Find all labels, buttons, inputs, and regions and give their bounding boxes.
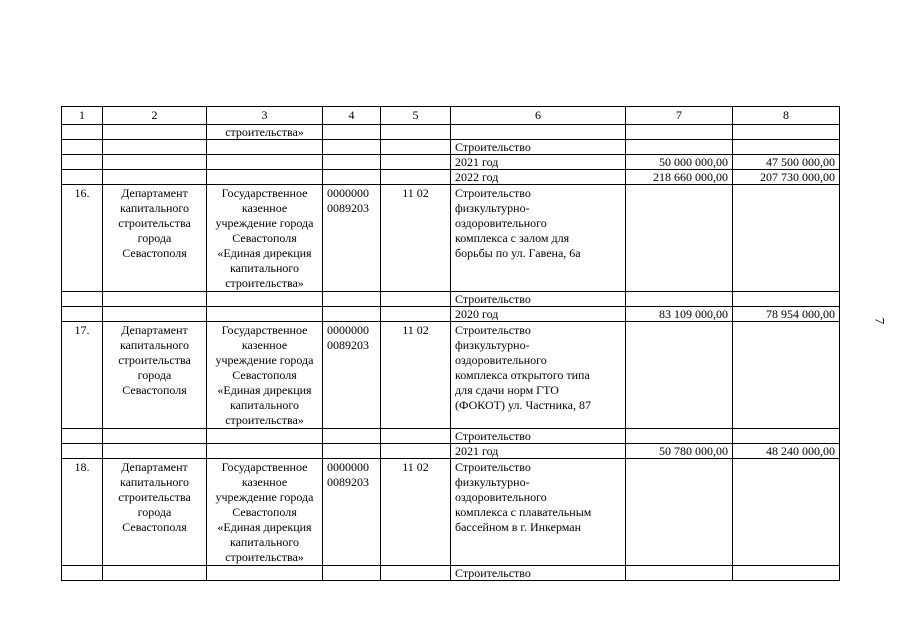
institution-line: казенное <box>241 201 288 215</box>
object-row <box>62 459 840 566</box>
object-line: оздоровительного <box>455 216 547 230</box>
cell-code <box>323 140 381 155</box>
object-line: физкультурно- <box>455 338 530 352</box>
object-line: (ФОКОТ) ул. Частника, 87 <box>455 398 591 412</box>
institution-line: строительства» <box>225 413 304 427</box>
cell-number <box>62 140 103 155</box>
cell-department <box>103 140 207 155</box>
cell-object: Строительство <box>451 140 626 155</box>
amount-8-cell <box>733 459 840 566</box>
header-row <box>62 107 840 125</box>
cell-code <box>323 307 381 322</box>
object-cell <box>451 459 626 566</box>
institution-line: казенное <box>241 475 288 489</box>
code-cell <box>323 322 381 429</box>
amount-7-cell <box>626 185 733 292</box>
object-cell <box>451 322 626 429</box>
cell-section <box>381 444 451 459</box>
object-line: Строительство <box>455 323 531 337</box>
institution-line: учреждение города <box>215 216 314 230</box>
object-line: бассейном в г. Инкерман <box>455 520 582 534</box>
object-line: для сдачи норм ГТО <box>455 383 559 397</box>
cell-object: Строительство <box>451 292 626 307</box>
cell-code <box>323 566 381 581</box>
table-row <box>62 140 840 155</box>
code-cell <box>323 459 381 566</box>
header-cell-4: 4 <box>323 107 381 125</box>
cell-number <box>62 125 103 140</box>
cell-amount-7: 50 000 000,00 <box>626 155 733 170</box>
cell-institution <box>207 292 323 307</box>
cell-amount-8: 78 954 000,00 <box>733 307 840 322</box>
object-line: комплекса открытого типа <box>455 368 590 382</box>
department-cell <box>103 459 207 566</box>
header-cell-2: 2 <box>103 107 207 125</box>
cell-institution <box>207 307 323 322</box>
object-line: борьбы по ул. Гавена, 6а <box>455 246 581 260</box>
cell-amount-7 <box>626 566 733 581</box>
row-number: 18. <box>62 459 103 566</box>
cell-amount-8 <box>733 140 840 155</box>
cell-amount-8: 207 730 000,00 <box>733 170 840 185</box>
row-number: 17. <box>62 322 103 429</box>
cell-code <box>323 292 381 307</box>
object-line: комплекса с залом для <box>455 231 570 245</box>
cell-amount-7: 50 780 000,00 <box>626 444 733 459</box>
institution-line: «Единая дирекция <box>217 520 312 534</box>
header-cell-8: 8 <box>733 107 840 125</box>
institution-line: учреждение города <box>215 490 314 504</box>
cell-amount-7 <box>626 429 733 444</box>
row-number: 16. <box>62 185 103 292</box>
cell-institution: строительства» <box>207 125 323 140</box>
department-line: капитального <box>120 475 189 489</box>
cell-institution <box>207 155 323 170</box>
department-line: Департамент <box>121 186 188 200</box>
cell-code <box>323 444 381 459</box>
institution-line: Севастополя <box>232 231 297 245</box>
code-line: 0089203 <box>327 338 369 352</box>
cell-institution <box>207 566 323 581</box>
object-cell <box>451 185 626 292</box>
amount-7-cell <box>626 322 733 429</box>
cell-object: Строительство <box>451 429 626 444</box>
cell-section <box>381 125 451 140</box>
code-line: 0000000 <box>327 323 369 337</box>
object-line: физкультурно- <box>455 201 530 215</box>
table-row <box>62 307 840 322</box>
cell-section <box>381 292 451 307</box>
department-line: капитального <box>120 201 189 215</box>
cell-department <box>103 444 207 459</box>
cell-section <box>381 170 451 185</box>
section-cell: 11 02 <box>381 459 451 566</box>
cell-amount-8 <box>733 292 840 307</box>
header-cell-1: 1 <box>62 107 103 125</box>
department-cell <box>103 185 207 292</box>
institution-line: казенное <box>241 338 288 352</box>
institution-cell <box>207 322 323 429</box>
institution-line: «Единая дирекция <box>217 246 312 260</box>
institution-line: учреждение города <box>215 353 314 367</box>
cell-institution <box>207 170 323 185</box>
table-row <box>62 155 840 170</box>
object-line: Строительство <box>455 460 531 474</box>
object-line: оздоровительного <box>455 490 547 504</box>
code-cell <box>323 185 381 292</box>
institution-cell <box>207 459 323 566</box>
cell-institution <box>207 444 323 459</box>
object-line: Строительство <box>455 186 531 200</box>
cell-code <box>323 125 381 140</box>
cell-amount-7 <box>626 292 733 307</box>
object-row <box>62 322 840 429</box>
cell-code <box>323 170 381 185</box>
cell-object: 2022 год <box>451 170 626 185</box>
cell-department <box>103 307 207 322</box>
cell-amount-7: 83 109 000,00 <box>626 307 733 322</box>
cell-section <box>381 140 451 155</box>
institution-line: капитального <box>230 261 299 275</box>
cell-department <box>103 566 207 581</box>
department-line: города <box>137 231 172 245</box>
institution-line: «Единая дирекция <box>217 383 312 397</box>
cell-institution <box>207 140 323 155</box>
cell-object: 2020 год <box>451 307 626 322</box>
section-cell: 11 02 <box>381 322 451 429</box>
header-cell-3: 3 <box>207 107 323 125</box>
amount-8-cell <box>733 185 840 292</box>
cell-object: 2021 год <box>451 155 626 170</box>
cell-amount-8 <box>733 429 840 444</box>
department-line: города <box>137 505 172 519</box>
page-number: 7 <box>872 317 888 325</box>
institution-line: Государственное <box>221 460 308 474</box>
cell-amount-8 <box>733 125 840 140</box>
institution-line: строительства» <box>225 276 304 290</box>
department-line: Севастополя <box>122 383 187 397</box>
cell-institution <box>207 429 323 444</box>
cell-section <box>381 307 451 322</box>
department-line: строительства <box>118 353 191 367</box>
object-row <box>62 185 840 292</box>
cell-section <box>381 155 451 170</box>
department-line: капитального <box>120 338 189 352</box>
object-line: комплекса с плавательным <box>455 505 592 519</box>
cell-department <box>103 170 207 185</box>
header-cell-6: 6 <box>451 107 626 125</box>
code-line: 0000000 <box>327 186 369 200</box>
cell-number <box>62 170 103 185</box>
table-row <box>62 292 840 307</box>
object-line: физкультурно- <box>455 475 530 489</box>
cell-number <box>62 307 103 322</box>
cell-code <box>323 429 381 444</box>
department-line: строительства <box>118 490 191 504</box>
header-cell-5: 5 <box>381 107 451 125</box>
institution-line: капитального <box>230 535 299 549</box>
cell-object <box>451 125 626 140</box>
department-line: Департамент <box>121 460 188 474</box>
header-cell-7: 7 <box>626 107 733 125</box>
cell-amount-8 <box>733 566 840 581</box>
table-row <box>62 170 840 185</box>
institution-line: Государственное <box>221 186 308 200</box>
code-line: 0089203 <box>327 475 369 489</box>
institution-line: Севастополя <box>232 368 297 382</box>
amount-8-cell <box>733 322 840 429</box>
cell-object: Строительство <box>451 566 626 581</box>
table-row <box>62 429 840 444</box>
cell-amount-8: 48 240 000,00 <box>733 444 840 459</box>
cell-number <box>62 292 103 307</box>
table-row <box>62 566 840 581</box>
code-line: 0089203 <box>327 201 369 215</box>
cell-department <box>103 125 207 140</box>
cell-code <box>323 155 381 170</box>
object-line: оздоровительного <box>455 353 547 367</box>
cell-amount-7: 218 660 000,00 <box>626 170 733 185</box>
cell-number <box>62 444 103 459</box>
institution-cell <box>207 185 323 292</box>
cell-number <box>62 429 103 444</box>
cell-department <box>103 292 207 307</box>
institution-line: строительства» <box>225 550 304 564</box>
department-line: Севастополя <box>122 520 187 534</box>
cell-department <box>103 155 207 170</box>
cell-object: 2021 год <box>451 444 626 459</box>
budget-table <box>61 106 840 581</box>
institution-line: Севастополя <box>232 505 297 519</box>
cell-department <box>103 429 207 444</box>
table-row <box>62 444 840 459</box>
table-row <box>62 125 840 140</box>
cell-number <box>62 566 103 581</box>
department-line: Севастополя <box>122 246 187 260</box>
department-line: строительства <box>118 216 191 230</box>
cell-amount-7 <box>626 140 733 155</box>
institution-line: капитального <box>230 398 299 412</box>
department-line: Департамент <box>121 323 188 337</box>
department-line: города <box>137 368 172 382</box>
cell-section <box>381 429 451 444</box>
cell-section <box>381 566 451 581</box>
cell-amount-8: 47 500 000,00 <box>733 155 840 170</box>
cell-amount-7 <box>626 125 733 140</box>
institution-line: Государственное <box>221 323 308 337</box>
department-cell <box>103 322 207 429</box>
section-cell: 11 02 <box>381 185 451 292</box>
amount-7-cell <box>626 459 733 566</box>
code-line: 0000000 <box>327 460 369 474</box>
cell-number <box>62 155 103 170</box>
